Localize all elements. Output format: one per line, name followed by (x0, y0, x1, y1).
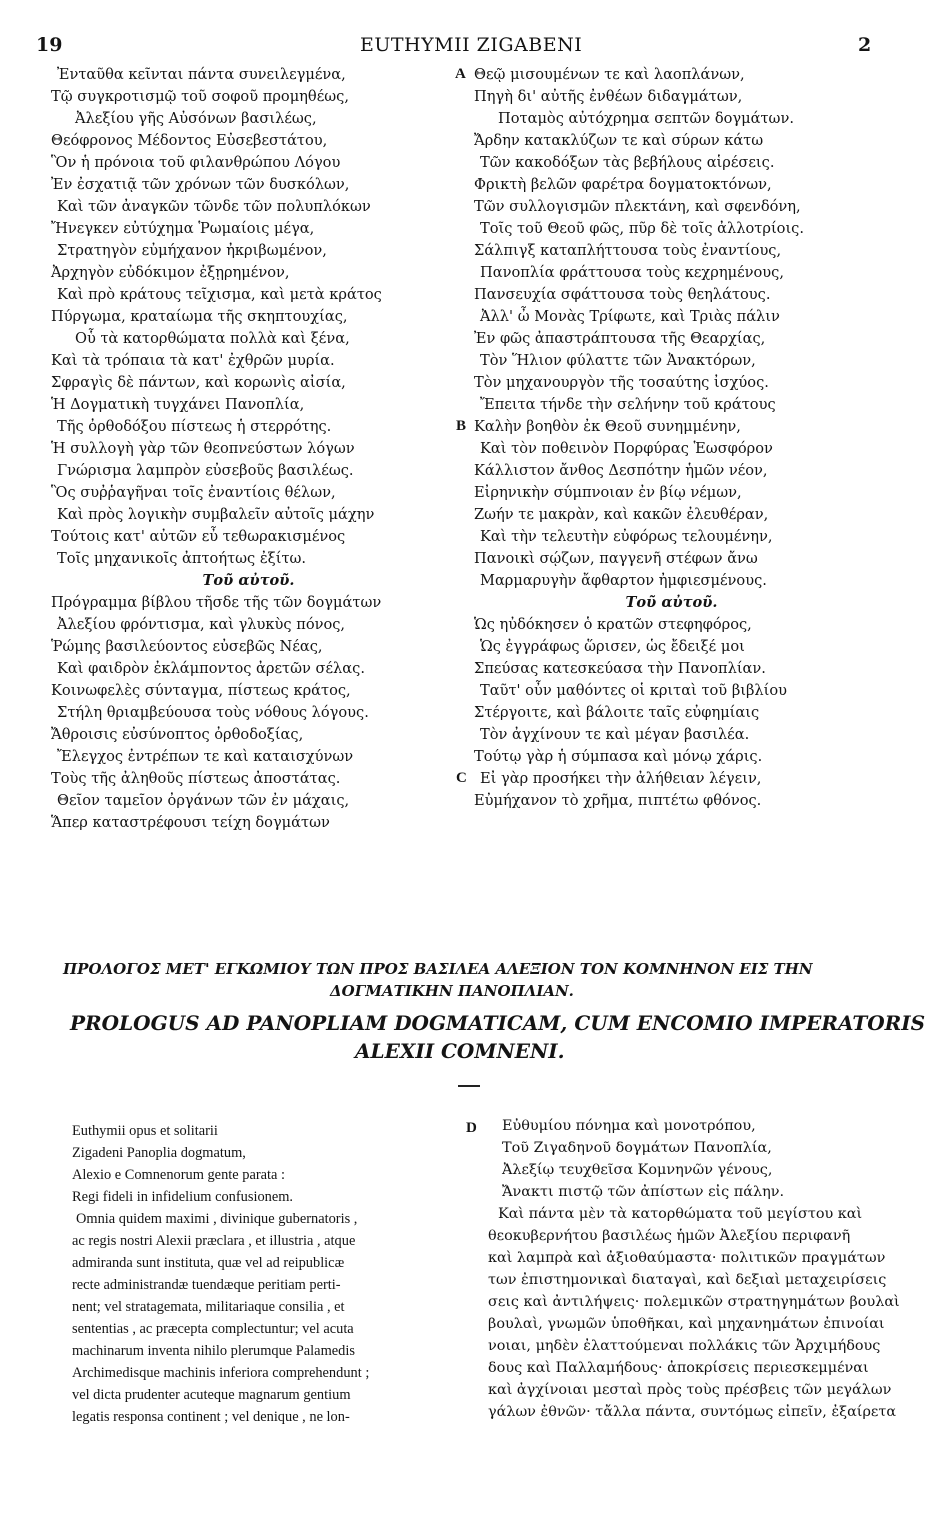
verse-line: Τὸν ἀγχίνουν τε καὶ μέγαν βασιλέα. (480, 726, 750, 743)
verse-line: Κάλλιστον ἄνθος Δεσπότην ἡμῶν νέον, (474, 462, 768, 479)
verse-line: Ἀρχηγὸν εὐδόκιμον ἐξῃρημένον, (51, 264, 290, 281)
verse-line: Σφραγὶς δὲ πάντων, καὶ κορωνὶς αἰσία, (51, 374, 346, 391)
verse-line: Ἤνεγκεν εὐτύχημα Ῥωμαίοις μέγα, (51, 220, 315, 237)
prose-line: νοιαι, μηδὲν ἐλαττούμεναι πολλάκις τῶν Ἀρχιμήδους (488, 1338, 881, 1354)
verse-line: Ποταμὸς αὐτόχρημα σεπτῶν δογμάτων. (498, 110, 794, 127)
prose-line: admiranda sunt instituta, quæ vel ad reipublicæ (72, 1255, 345, 1271)
verse-line: Μαρμαρυγὴν ἄφθαρτον ἠμφιεσμένους. (480, 572, 767, 589)
verse-line: Τούτοις κατ' αὐτῶν εὖ τεθωρακισμένος (51, 528, 346, 545)
prose-line: βουλαὶ, γνωμῶν ὑποθῆκαι, καὶ μηχανημάτων ἐπινοίαι (488, 1316, 885, 1332)
latin-prose-column (72, 1120, 464, 1428)
verse-line: Ἀλλ' ὦ Μονὰς Τρίφωτε, καὶ Τριὰς πάλιν (480, 308, 780, 325)
running-title: EUTHYMII ZIGABENI (360, 34, 583, 56)
verse-line: Ἐν φῶς ἀπαστράπτουσα τῆς Θεαρχίας, (474, 330, 766, 347)
verse-line: Πανοικὶ σῴζων, παγγενῆ στέφων ἄνω (474, 550, 758, 567)
verse-line: Ὡς ηὐδόκησεν ὁ κρατῶν στεφηφόρος, (474, 616, 752, 633)
verse-line: Θεῷ μισουμένων τε καὶ λαοπλάνων, (474, 66, 745, 83)
verse-line: Ἡ Δογματικὴ τυγχάνει Πανοπλία, (51, 396, 305, 413)
verse-line: Τὸν Ἥλιον φύλαττε τῶν Ἀνακτόρων, (480, 352, 756, 369)
prose-line: Zigadeni Panoplia dogmatum, (72, 1145, 246, 1161)
verse-line: Τὸν μηχανουργὸν τῆς τοσαύτης ἰσχύος. (474, 374, 769, 391)
verse-line: Ἡ συλλογὴ γὰρ τῶν θεοπνεύστων λόγων (51, 440, 355, 457)
verse-line: Πανσευχία σφάττουσα τοὺς θεηλάτους. (474, 286, 771, 303)
verse-line: Στήλη θριαμβεύουσα τοὺς νόθους λόγους. (57, 704, 369, 721)
margin-marker-c: C (456, 770, 467, 786)
prose-line: recte administrandæ tuendæque peritiam perti- (72, 1277, 341, 1293)
verse-line: Ἄρδην κατακλύζων τε καὶ σύρων κάτω (474, 132, 764, 149)
verse-line: Ἐν ἐσχατιᾷ τῶν χρόνων τῶν δυσκόλων, (51, 176, 350, 193)
page-number-left: 19 (36, 34, 63, 56)
verse-line: Εἰρηνικὴν σύμπνοιαν ἐν βίῳ νέμων, (474, 484, 742, 501)
verse-line: Τοὺς τῆς ἀληθοῦς πίστεως ἀποστάτας. (51, 770, 341, 787)
verse-line: Σπεύσας κατεσκεύασα τὴν Πανοπλίαν. (474, 660, 766, 677)
verse-line: Θεόφρονος Μέδοντος Εὐσεβεστάτου, (51, 132, 328, 149)
verse-line: Πύργωμα, κραταίωμα τῆς σκηπτουχίας, (51, 308, 348, 325)
page-number-right: 2 (858, 34, 872, 56)
prose-line: vel dicta prudenter acuteque magnarum gentium (72, 1387, 351, 1403)
verse-line: Καὶ πρὸς λογικὴν συμβαλεῖν αὐτοῖς μάχην (57, 506, 375, 523)
verse-line: Ἔλεγχος ἐντρέπων τε καὶ καταισχύνων (57, 748, 354, 765)
prose-line: ac regis nostri Alexii præclara , et illustria , atque (72, 1233, 356, 1249)
verse-line: Οὗ τὰ κατορθώματα πολλὰ καὶ ξένα, (75, 330, 350, 347)
verse-line: Τῶν κακοδόξων τὰς βεβήλους αἱρέσεις. (480, 154, 775, 171)
verse-line: Τοῖς τοῦ Θεοῦ φῶς, πῦρ δὲ τοῖς ἀλλοτρίοις. (480, 220, 804, 237)
verse-line: Τῶν συλλογισμῶν πλεκτάνη, καὶ σφενδόνη, (474, 198, 801, 215)
verse-line: Ἅπερ καταστρέφουσι τείχη δογμάτων (51, 814, 330, 831)
verse-line: Τῷ συγκροτισμῷ τοῦ σοφοῦ προμηθέως, (51, 88, 349, 105)
verse-line: Σάλπιγξ καταπλήττουσα τοὺς ἐναντίους, (474, 242, 782, 259)
prose-line: Omnia quidem maximi , divinique gubernatoris , (76, 1211, 358, 1227)
verse-line: Ἄθροισις εὐσύνοπτος ὀρθοδοξίας, (51, 726, 304, 743)
greek-prose-column (488, 1115, 900, 1423)
verse-line: Στέργοιτε, καὶ βάλοιτε ταῖς εὐφημίαις (474, 704, 760, 721)
verse-line: Πηγὴ δι' αὐτῆς ἐνθέων διδαγμάτων, (474, 88, 743, 105)
prose-line: σεις καὶ ἀντιλήψεις· πολεμικῶν στρατηγημάτων βουλαὶ (488, 1294, 900, 1310)
verse-line: Τοῦ Ζιγαδηνοῦ δογμάτων Πανοπλία, (502, 1140, 772, 1156)
verse-line: Ἐνταῦθα κεῖνται πάντα συνειλεγμένα, (57, 66, 346, 83)
verse-line: Καὶ φαιδρὸν ἐκλάμποντος ἀρετῶν σέλας. (57, 660, 365, 677)
verse-line: Ὃς συῤῥαγῆναι τοῖς ἐναντίοις θέλων, (51, 484, 336, 501)
verse-line: Καὶ πρὸ κράτους τεῖχισμα, καὶ μετὰ κράτος (57, 286, 382, 303)
verse-line: Εὐμήχανον τὸ χρῆμα, πιπτέτω φθόνος. (474, 792, 762, 809)
verse-line: Ἀλεξίῳ τευχθεῖσα Κομνηνῶν γένους, (502, 1162, 773, 1178)
poem-right-column (474, 64, 869, 812)
verse-line: Καὶ τὰ τρόπαια τὰ κατ' ἐχθρῶν μυρία. (51, 352, 335, 369)
prose-line: θεοκυβερνήτου βασιλέως ἡμῶν Ἀλεξίου περιφανῆ (488, 1228, 851, 1244)
verse-line: Ὡς ἐγγράφως ὥρισεν, ὡς ἔδειξέ μοι (480, 638, 745, 655)
prose-line: sententias , ac præcepta complectuntur; vel acuta (72, 1321, 354, 1337)
prose-line: machinarum inventa nihilo plerumque Palamedis (72, 1343, 355, 1359)
verse-line: Ἀλεξίου γῆς Αὐσόνων βασιλέως, (75, 110, 317, 127)
latin-title-line: ALEXII COMNENI. (355, 1039, 565, 1063)
prose-line: Archimedisque machinis inferiora comprehendunt ; (72, 1365, 370, 1381)
verse-line: Τούτῳ γὰρ ἡ σύμπασα καὶ μόνῳ χάρις. (474, 748, 763, 765)
prose-line: γάλων ἐθνῶν· τἄλλα πάντα, συντόμως εἰπεῖν, ἐξαίρετα (488, 1404, 897, 1420)
verse-line: Καὶ τὸν ποθεινὸν Πορφύρας Ἑωσφόρον (480, 440, 773, 457)
section-heading: Τοῦ αὐτοῦ. (625, 594, 718, 611)
verse-line: Ἔπειτα τήνδε τὴν σελήνην τοῦ κράτους (480, 396, 776, 413)
running-header (0, 34, 872, 58)
prose-line: Euthymii opus et solitarii (72, 1123, 218, 1139)
verse-line: Καὶ τὴν τελευτὴν εὐφόρως τελουμένην, (480, 528, 773, 545)
greek-title-line: ΔΟΓΜΑΤΙΚΗΝ ΠΑΝΟΠΛΙΑΝ. (330, 982, 574, 1000)
verse-line: Καλὴν βοηθὸν ἐκ Θεοῦ συνημμένην, (474, 418, 741, 435)
poem-left-column (51, 64, 446, 834)
verse-line: Ἄνακτι πιστῷ τῶν ἀπίστων εἰς πάλην. (502, 1184, 785, 1200)
margin-marker-a: A (455, 66, 466, 82)
latin-title-line: PROLOGUS AD PANOPLIAM DOGMATICAM, CUM ENCOMIO IMPERATORIS (70, 1011, 925, 1035)
verse-line: Ῥώμης βασιλεύοντος εὐσεβῶς Νέας, (51, 638, 323, 655)
verse-line: Τοῖς μηχανικοῖς ἀπτοήτως ἐξίτω. (57, 550, 307, 567)
verse-line: Τῆς ὀρθοδόξου πίστεως ἡ στερρότης. (57, 418, 332, 435)
prose-line: nent; vel stratagemata, militariaque consilia , et (72, 1299, 345, 1315)
verse-line: Ὃν ἡ πρόνοια τοῦ φιλανθρώπου Λόγου (51, 154, 341, 171)
verse-line: Πρόγραμμα βίβλου τῆσδε τῆς τῶν δογμάτων (51, 594, 382, 611)
verse-line: Πανοπλία φράττουσα τοὺς κεχρημένους, (480, 264, 784, 281)
prose-line: δους καὶ Παλλαμήδους· ἀποκρίσεις περιεσκεμμέναι (488, 1360, 869, 1376)
prose-line: Regi fideli in infidelium confusionem. (72, 1189, 294, 1205)
greek-title-line: ΠΡΟΛΟΓΟΣ ΜΕΤ' ΕΓΚΩΜΙΟΥ ΤΩΝ ΠΡΟΣ ΒΑΣΙΛΕΑ ΑΛΕΞΙΟΝ ΤΟΝ ΚΟΜΝΗΝΟΝ ΕΙΣ ΤΗΝ (63, 960, 813, 978)
prose-line: legatis responsa continent ; vel denique , ne lon- (72, 1409, 350, 1425)
section-heading: Τοῦ αὐτοῦ. (202, 572, 295, 589)
verse-line: Εὐθυμίου πόνημα καὶ μονοτρόπου, (502, 1118, 756, 1134)
prose-line: καὶ ἀγχίνοιαι μεσταὶ πρὸς τοὺς πρέσβεις τῶν μεγάλων (488, 1382, 892, 1398)
verse-line: Ταῦτ' οὖν μαθόντες οἱ κριταὶ τοῦ βιβλίου (480, 682, 788, 699)
verse-line: Κοινωφελὲς σύνταγμα, πίστεως κράτος, (51, 682, 351, 699)
verse-line: Θεῖον ταμεῖον ὀργάνων τῶν ἐν μάχαις, (57, 792, 350, 809)
prose-line: Καὶ πάντα μὲν τὰ κατορθώματα τοῦ μεγίστου καὶ (498, 1206, 863, 1222)
margin-marker-d: D (466, 1120, 477, 1136)
verse-line: Στρατηγὸν εὐμήχανον ἠκριβωμένον, (57, 242, 327, 259)
prose-line: Alexio e Comnenorum gente parata : (72, 1167, 285, 1183)
verse-line: Ἀλεξίου φρόντισμα, καὶ γλυκὺς πόνος, (57, 616, 346, 633)
verse-line: Γνώρισμα λαμπρὸν εὐσεβοῦς βασιλέως. (57, 462, 354, 479)
verse-line: Καὶ τῶν ἀναγκῶν τῶνδε τῶν πολυπλόκων (57, 198, 371, 215)
prose-line: των ἐπιστημονικαὶ διαταγαὶ, καὶ δεξιαὶ μεταχειρίσεις (488, 1272, 887, 1288)
verse-line: Φρικτὴ βελῶν φαρέτρα δογματοκτόνων, (474, 176, 772, 193)
section-divider (458, 1085, 480, 1087)
prose-line: καὶ λαμπρὰ καὶ ἀξιοθαύμαστα· πολιτικῶν πραγμάτων (488, 1250, 886, 1266)
verse-line: Ζωήν τε μακρὰν, καὶ κακῶν ἐλευθέραν, (474, 506, 769, 523)
margin-marker-b: B (456, 418, 467, 434)
verse-line: Εἰ γὰρ προσήκει τὴν ἀλήθειαν λέγειν, (480, 770, 762, 787)
